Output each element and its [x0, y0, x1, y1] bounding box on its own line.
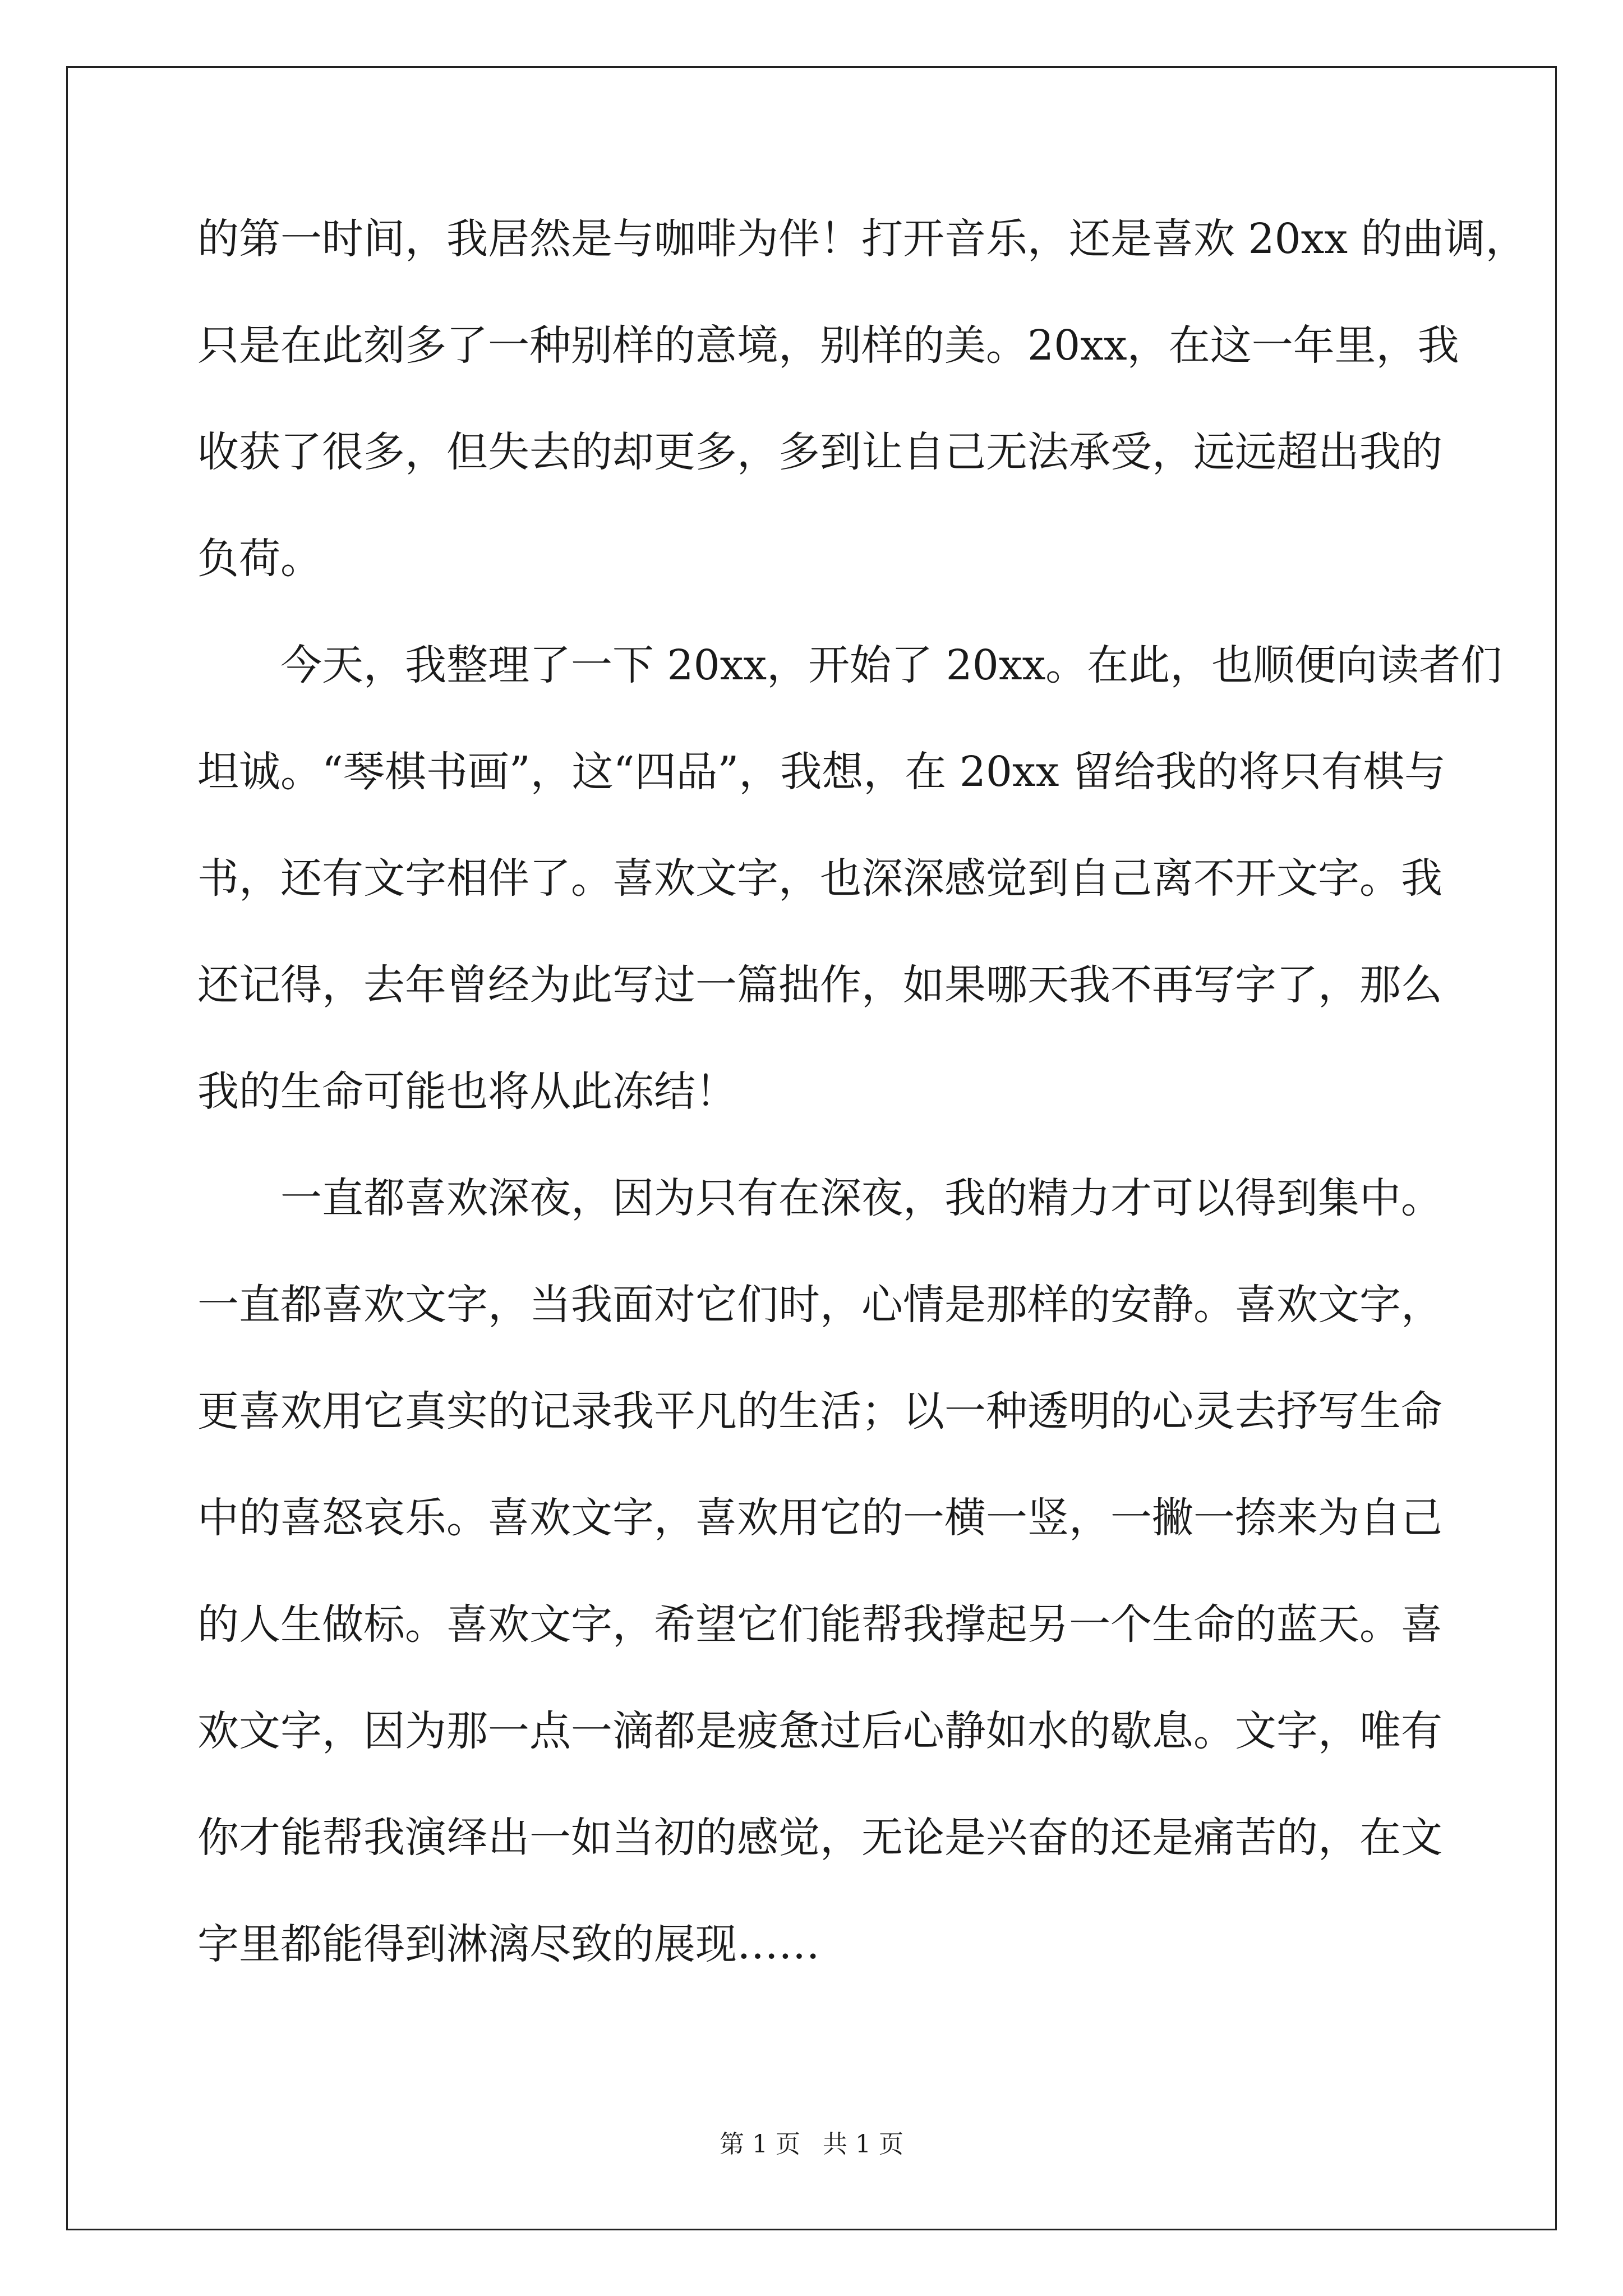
- text-line: 一直都喜欢深夜，因为只有在深夜，我的精力才可以得到集中。: [280, 1174, 1442, 1222]
- text-line: 收获了很多，但失去的却更多，多到让自己无法承受，远远超出我的: [197, 428, 1442, 476]
- text-line: 的人生做标。喜欢文字，希望它们能帮我撑起另一个生命的蓝天。喜: [197, 1600, 1442, 1649]
- text-line: 字里都能得到淋漓尽致的展现……: [197, 1920, 820, 1968]
- paragraph-2: [197, 634, 1502, 1167]
- document-body: [197, 208, 1527, 2019]
- text-line: 我的生命可能也将从此冻结！: [197, 1068, 737, 1116]
- page-total: 共 1 页: [823, 2130, 903, 2159]
- text-line: 中的喜怒哀乐。喜欢文字，喜欢用它的一横一竖，一撇一捺来为自己: [197, 1494, 1442, 1542]
- text-line: 欢文字，因为那一点一滴都是疲惫过后心静如水的歇息。文字，唯有: [197, 1707, 1442, 1755]
- text-line: 只是在此刻多了一种别样的意境，别样的美。20xx，在这一年里，我: [197, 321, 1459, 370]
- text-line: 书，还有文字相伴了。喜欢文字，也深深感觉到自己离不开文字。我: [197, 854, 1442, 903]
- page-footer: [0, 2124, 1623, 2160]
- paragraph-3: [197, 1167, 1442, 2019]
- text-line: 负荷。: [197, 535, 322, 583]
- text-line: 的第一时间，我居然是与咖啡为伴！打开音乐，还是喜欢 20xx 的曲调，: [197, 215, 1527, 263]
- text-line: 还记得，去年曾经为此写过一篇拙作，如果哪天我不再写字了，那么: [197, 961, 1442, 1009]
- page-number: 第 1 页: [720, 2130, 800, 2159]
- text-line: 更喜欢用它真实的记录我平凡的生活；以一种透明的心灵去抒写生命: [197, 1387, 1442, 1435]
- text-line: 一直都喜欢文字，当我面对它们时，心情是那样的安静。喜欢文字，: [197, 1281, 1442, 1329]
- text-line: 你才能帮我演绎出一如当初的感觉，无论是兴奋的还是痛苦的，在文: [197, 1814, 1442, 1862]
- text-line: 今天，我整理了一下 20xx，开始了 20xx。在此，也顺便向读者们: [280, 641, 1502, 689]
- paragraph-1: [197, 208, 1527, 634]
- text-line: 坦诚。“琴棋书画”，这“四品”，我想，在 20xx 留给我的将只有棋与: [197, 748, 1446, 796]
